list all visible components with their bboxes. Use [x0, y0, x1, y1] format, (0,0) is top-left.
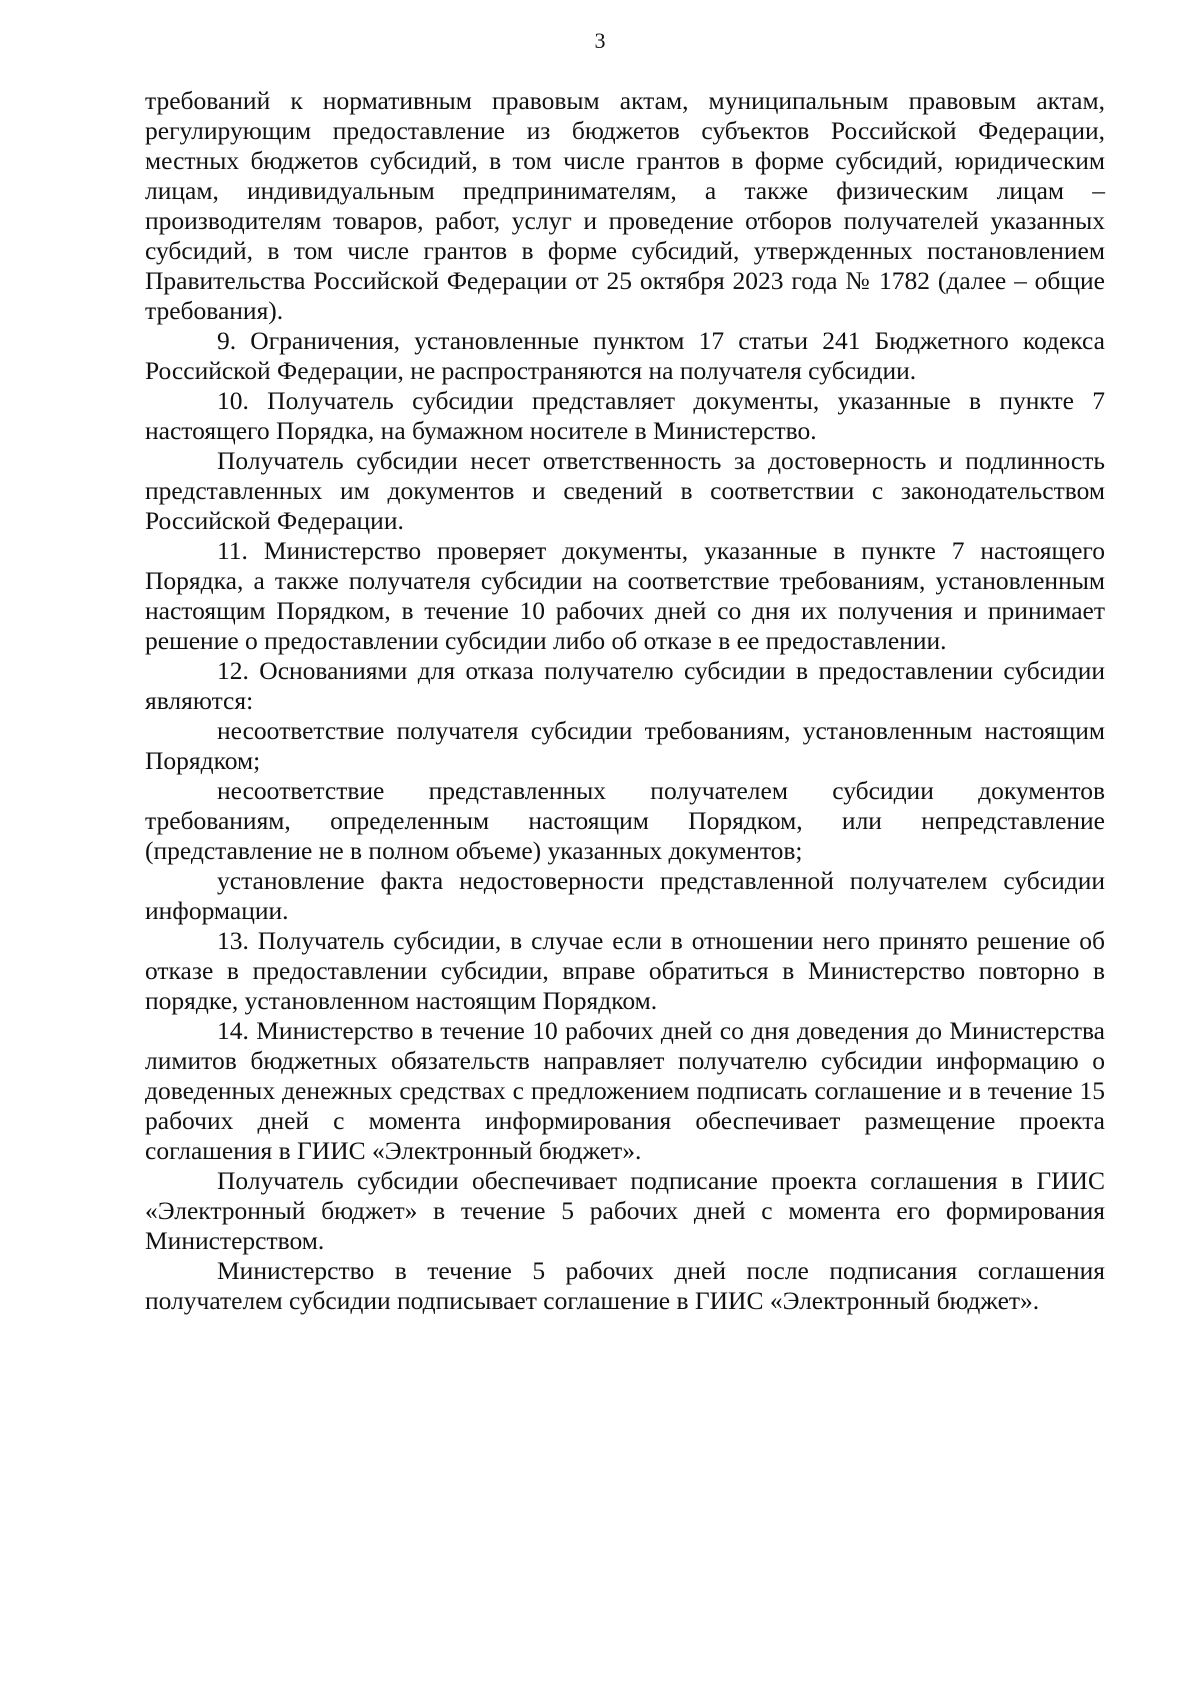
paragraph-item-14-ministry-signs: Министерство в течение 5 рабочих дней после подписания соглашения получателем субсидии подписывает соглашение в ГИИС «Электронный бюджет». [145, 1256, 1105, 1315]
paragraph-item-12-ground-3: установление факта недостоверности представленной получателем субсидии информации. [145, 866, 1105, 925]
paragraph-general-requirements-continuation: требований к нормативным правовым актам, муниципальным правовым актам, регулирующим предоставление из бюджетов субъектов Российской Федерации, местных бюджетов субсидий, в том числе грантов в форме субсидий, юридическим лицам, индивидуальным предпринимателям, а также физическим лицам – производителям товаров, работ, услуг и проведение отборов получателей указанных субсидий, в том числе грантов в форме субсидий, утвержденных постановлением Правительства Российской Федерации от 25 октября 2023 года № 1782 (далее – общие требования). [145, 86, 1105, 325]
paragraph-item-13: 13. Получатель субсидии, в случае если в отношении него принято решение об отказе в предоставлении субсидии, вправе обратиться в Министерство повторно в порядке, установленном настоящим Порядком. [145, 926, 1105, 1015]
paragraph-item-14: 14. Министерство в течение 10 рабочих дней со дня доведения до Министерства лимитов бюджетных обязательств направляет получателю субсидии информацию о доведенных денежных средствах с предложением подписать соглашение и в течение 15 рабочих дней с момента информирования обеспечивает размещение проекта соглашения в ГИИС «Электронный бюджет». [145, 1016, 1105, 1165]
paragraph-item-12: 12. Основаниями для отказа получателю субсидии в предоставлении субсидии являются: [145, 656, 1105, 715]
paragraph-item-12-ground-2: несоответствие представленных получателем субсидии документов требованиям, определенным настоящим Порядком, или непредставление (представление не в полном объеме) указанных документов; [145, 776, 1105, 865]
document-body [145, 86, 1105, 1316]
paragraph-item-14-signing: Получатель субсидии обеспечивает подписание проекта соглашения в ГИИС «Электронный бюджет» в течение 5 рабочих дней с момента его формирования Министерством. [145, 1166, 1105, 1255]
paragraph-item-9: 9. Ограничения, установленные пунктом 17 статьи 241 Бюджетного кодекса Российской Федерации, не распространяются на получателя субсидии. [145, 326, 1105, 385]
paragraph-item-11: 11. Министерство проверяет документы, указанные в пункте 7 настоящего Порядка, а также получателя субсидии на соответствие требованиям, установленным настоящим Порядком, в течение 10 рабочих дней со дня их получения и принимает решение о предоставлении субсидии либо об отказе в ее предоставлении. [145, 536, 1105, 655]
page-number: 3 [594, 28, 606, 53]
paragraph-item-10: 10. Получатель субсидии представляет документы, указанные в пункте 7 настоящего Порядка, на бумажном носителе в Министерство. [145, 386, 1105, 445]
paragraph-item-12-ground-1: несоответствие получателя субсидии требованиям, установленным настоящим Порядком; [145, 716, 1105, 775]
paragraph-item-10-responsibility: Получатель субсидии несет ответственность за достоверность и подлинность представленных им документов и сведений в соответствии с законодательством Российской Федерации. [145, 446, 1105, 535]
